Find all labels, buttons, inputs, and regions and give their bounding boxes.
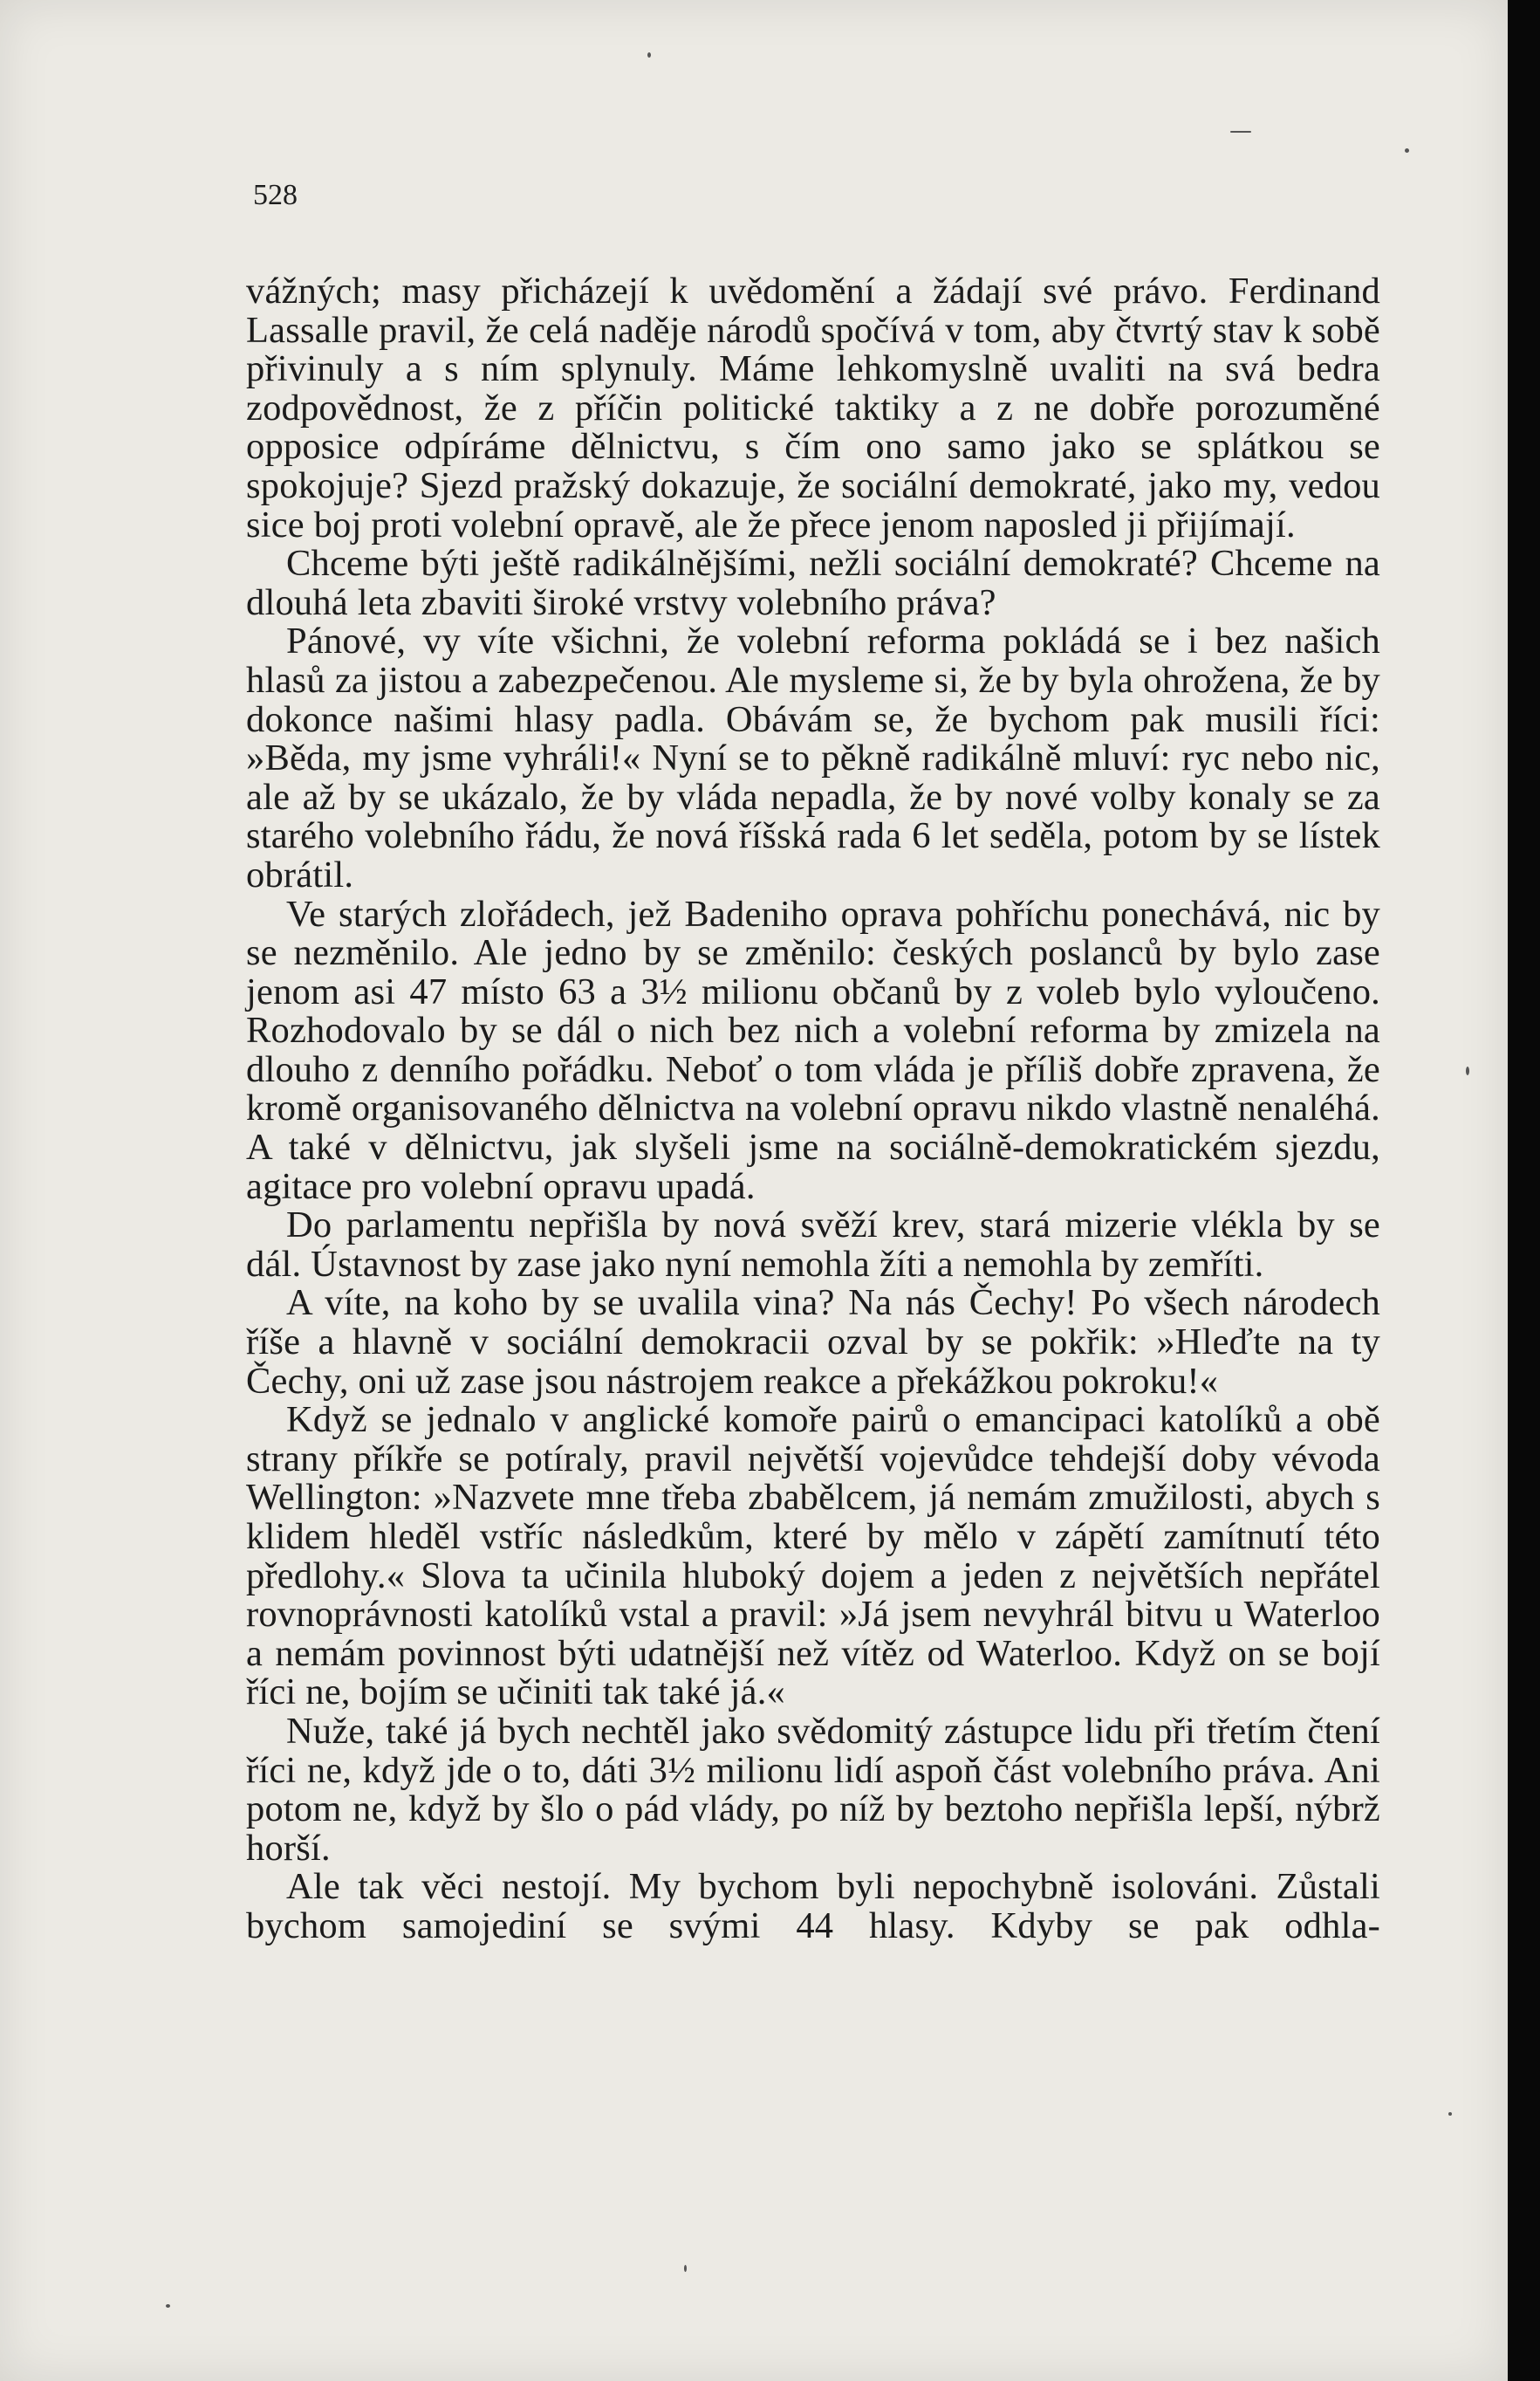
paragraph-4: Ve starých zlořádech, jež Badeniho oprava pohříchu ponechává, nic by se nezměnilo. Ale jedno by se změnilo: českých poslanců by bylo zase jenom asi 47 místo 63 a 3½ milionu občanů by z voleb bylo vyloučeno. Rozhodovalo by se dál o nich bez nich a volební reforma by zmizela na dlouho z denního pořádku. Neboť o tom vláda je příliš dobře zpravena, že kromě organisovaného dělnictva na volební opravu nikdo vlastně nenaléhá. A také v dělnictvu, jak slyšeli jsme na sociálně-demokratickém sjezdu, agitace pro volební opravu upadá. <box>246 893 1380 1207</box>
body-text <box>246 272 1380 1946</box>
scan-speck <box>1405 148 1409 153</box>
scan-speck <box>166 2304 170 2308</box>
scan-speck <box>1448 2112 1452 2116</box>
paragraph-3: Pánové, vy víte všichni, že volební reforma pokládá se i bez našich hlasů za jistou a zabezpečenou. Ale mysleme si, že by byla ohrožena, že by dokonce našimi hlasy padla. Obávám se, že bychom pak musili říci: »Běda, my jsme vyhráli!« Nyní se to pěkně radikálně mluví: ryc nebo nic, ale až by se ukázalo, že by vláda nepadla, že by nové volby konaly se za starého volebního řádu, že nová říšská rada 6 let seděla, potom by se lístek obrátil. <box>246 621 1380 895</box>
scan-speck <box>684 2265 687 2272</box>
scan-speck <box>1466 1067 1469 1075</box>
paragraph-8: Nuže, také já bych nechtěl jako svědomitý zástupce lidu při třetím čtení říci ne, když jde o to, dáti 3½ milionu lidí aspoň část volebního práva. Ani potom ne, když by šlo o pád vlády, po níž by beztoho nepřišla lepší, nýbrž horší. <box>246 1710 1380 1869</box>
paragraph-7: Když se jednalo v anglické komoře pairů o emancipaci katolíků a obě strany příkře se potíraly, pravil největší vojevůdce tehdejší doby vévoda Wellington: »Nazvete mne třeba zbabělcem, já nemám zmužilosti, abych s klidem hleděl vstříc následkům, které by mělo v zápětí zamítnutí této předlohy.« Slova ta učinila hluboký dojem a jeden z největších nepřátel rovnoprávnosti katolíků vstal a pravil: »Já jsem nevyhrál bitvu u Waterloo a nemám povinnost býti udatnější než vítěz od Waterloo. Když on se bojí říci ne, bojím se učiniti tak také já.« <box>246 1399 1380 1713</box>
paragraph-5: Do parlamentu nepřišla by nová svěží krev, stará mizerie vlékla by se dál. Ústavnost by zase jako nyní nemohla žíti a nemohla by zemříti. <box>246 1204 1380 1285</box>
scan-speck <box>1230 131 1251 133</box>
paragraph-9: Ale tak věci nestojí. My bychom byli nepochybně isolováni. Zůstali bychom samojediní se svými 44 hlasy. Kdyby se pak odhla- <box>246 1866 1380 1946</box>
paragraph-1: vážných; masy přicházejí k uvědomění a žádají své právo. Ferdinand Lassalle pravil, že celá naděje národů spočívá v tom, aby čtvrtý stav k sobě přivinuly a s ním splynuly. Máme lehkomyslně uvaliti na svá bedra zodpovědnost, že z příčin politické taktiky a z ne dobře porozuměné opposice odpíráme dělnictvu, s čím ono samo jako se splátkou se spokojuje? Sjezd pražský dokazuje, že sociální demokraté, jako my, vedou sice boj proti volební opravě, ale že přece jenom naposled ji přijímají. <box>246 271 1380 546</box>
paragraph-2: Chceme býti ještě radikálnějšími, nežli sociální demokraté? Chceme na dlouhá leta zbaviti široké vrstvy volebního práva? <box>246 543 1380 623</box>
page-number: 528 <box>253 179 298 211</box>
scan-edge <box>1508 0 1540 2381</box>
scan-speck <box>647 52 651 58</box>
paragraph-6: A víte, na koho by se uvalila vina? Na nás Čechy! Po všech národech říše a hlavně v sociální demokracii ozval by se pokřik: »Hleďte na ty Čechy, oni už zase jsou nástrojem reakce a překážkou pokroku!« <box>246 1282 1380 1402</box>
